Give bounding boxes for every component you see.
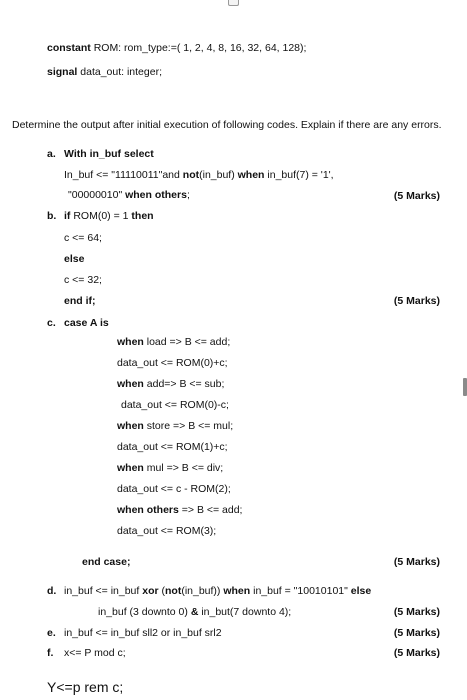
item-a-line3-part: "00000010": [68, 189, 126, 201]
keyword-not: not: [182, 169, 200, 181]
item-b-label: b.: [47, 210, 57, 222]
item-d-marks: (5 Marks): [393, 606, 440, 618]
item-d-line2: [98, 606, 291, 619]
case-data-out-5: data_out <= ROM(3);: [117, 525, 217, 537]
item-a-label: a.: [47, 148, 56, 160]
item-d-line1-part: in_buf = "10010101": [250, 585, 351, 597]
item-e-text: in_buf <= in_buf sll2 or in_buf srl2: [64, 627, 222, 639]
case-when-load: [117, 336, 230, 349]
item-a-line3-part: ;: [186, 189, 190, 201]
case-when-text: mul => B <= div;: [143, 462, 224, 474]
question-text: Determine the output after initial execution of following codes. Explain if there are any errors.: [12, 119, 442, 131]
item-b-line2: c <= 64;: [64, 232, 102, 244]
item-e-label: e.: [47, 627, 56, 639]
operator-concat: &: [190, 606, 199, 618]
case-when-text: add=> B <= sub;: [143, 378, 225, 390]
item-d-line1-part: in_buf <= in_buf: [64, 585, 143, 597]
case-when-text: store => B <= mul;: [143, 420, 234, 432]
item-b-line1: [64, 210, 154, 223]
case-when-store: [117, 420, 233, 433]
footer-handwritten-line: Y<=p rem c;: [47, 679, 124, 695]
case-when-text: => B <= add;: [178, 504, 243, 516]
keyword-when: when: [117, 420, 144, 432]
case-data-out-3: data_out <= ROM(1)+c;: [117, 441, 228, 453]
case-data-out-1: data_out <= ROM(0)+c;: [117, 357, 228, 369]
case-when-add: [117, 378, 224, 391]
scrollbar-thumb[interactable]: [463, 378, 467, 396]
item-b-line4: c <= 32;: [64, 274, 102, 286]
keyword-else: else: [350, 585, 372, 597]
rom-declaration: [47, 42, 306, 55]
item-f-marks: (5 Marks): [393, 647, 440, 659]
keyword-not: not: [165, 585, 182, 597]
item-d-line1-part: (: [158, 585, 165, 597]
item-f-label: f.: [47, 647, 54, 659]
item-a-line2: [64, 169, 334, 182]
keyword-then: then: [131, 210, 154, 222]
item-a-line2-part: (in_buf): [199, 169, 238, 181]
item-d-line2-part: in_but(7 downto 4);: [198, 606, 292, 618]
scrollbar-top-cap[interactable]: [228, 0, 239, 6]
item-b-end-if: end if;: [64, 295, 96, 307]
item-a-line3: [68, 189, 190, 202]
case-data-out-4: data_out <= c - ROM(2);: [117, 483, 231, 495]
item-d-line2-part: in_buf (3 downto 0): [98, 606, 191, 618]
item-a-line2-part: In_buf <= "11110011"and: [64, 169, 183, 181]
item-b-marks: (5 Marks): [393, 295, 440, 307]
keyword-when: when: [117, 336, 144, 348]
keyword-when: when: [237, 169, 265, 181]
signal-declaration: [47, 66, 162, 79]
item-d-line1-part: (in_buf)): [181, 585, 224, 597]
keyword-xor: xor: [142, 585, 159, 597]
item-c-label: c.: [47, 317, 56, 329]
item-e-marks: (5 Marks): [393, 627, 440, 639]
item-c-end-case: end case;: [82, 556, 131, 568]
signal-declaration-text: data_out: integer;: [80, 66, 162, 78]
keyword-when-others: when others: [117, 504, 179, 516]
keyword-when: when: [117, 378, 144, 390]
case-data-out-2: data_out <= ROM(0)-c;: [121, 399, 229, 411]
item-b-else: else: [64, 253, 85, 265]
keyword-if: if: [64, 210, 71, 222]
keyword-when: when: [117, 462, 144, 474]
keyword-when-others: when others: [125, 189, 187, 201]
item-c-marks: (5 Marks): [393, 556, 440, 568]
item-a-marks: (5 Marks): [393, 190, 440, 202]
item-a-line2-part: in_buf(7) = '1',: [264, 169, 334, 181]
item-f-text: x<= P mod c;: [64, 647, 126, 659]
item-a-line1: With in_buf select: [64, 148, 154, 160]
item-c-head: case A is: [64, 317, 109, 329]
case-when-others: [117, 504, 242, 517]
keyword-constant: constant: [47, 42, 91, 54]
case-when-text: load => B <= add;: [143, 336, 231, 348]
rom-declaration-text: ROM: rom_type:=( 1, 2, 4, 8, 16, 32, 64, 128);: [93, 42, 307, 54]
item-d-label: d.: [47, 585, 57, 597]
case-when-mul: [117, 462, 223, 475]
keyword-signal: signal: [47, 66, 78, 78]
item-d-line1: [64, 585, 371, 598]
item-b-condition: ROM(0) = 1: [70, 210, 132, 222]
keyword-when: when: [223, 585, 251, 597]
